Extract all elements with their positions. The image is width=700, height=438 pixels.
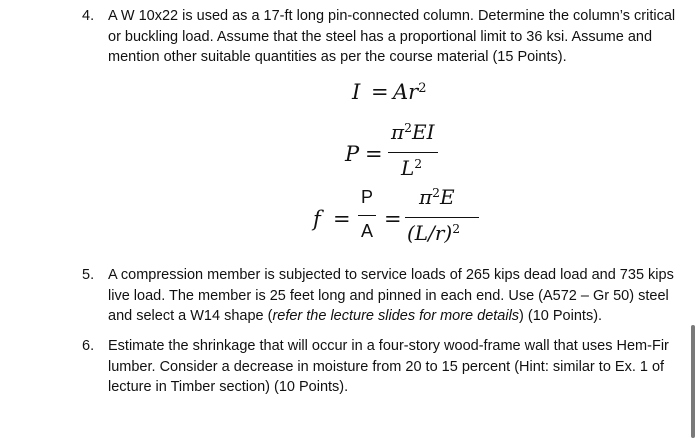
- text-line: A W 10x22 is used as a 17-ft long pin-connected column. Determine the column’s critical: [108, 8, 676, 24]
- eq3-lhs: f: [313, 207, 321, 231]
- eq3-frac1-numerator: P: [361, 187, 374, 207]
- eq3-equals-2: =: [384, 207, 402, 231]
- problem-number: 6.: [82, 338, 95, 354]
- vertical-scrollbar[interactable]: [691, 325, 695, 438]
- eq2-equals: =: [365, 142, 383, 166]
- text-line: and select a W14 shape (refer the lecture slides for more details) (10 Points).: [108, 308, 603, 324]
- eq1-equals: =: [371, 80, 389, 104]
- eq2-denominator: $L^2$: [401, 156, 423, 180]
- eq1-rhs: Ar$^2$: [393, 80, 427, 104]
- text-line: A compression member is subjected to service loads of 265 kips dead load and 735 kips: [108, 267, 674, 283]
- eq3-frac2-bar: [405, 217, 479, 218]
- italic-note: refer the lecture slides for more details: [272, 308, 520, 324]
- eq3-frac1-denominator: A: [361, 221, 374, 241]
- problem-number: 4.: [82, 8, 95, 24]
- eq3-frac2-denominator: $(L/r)^2$: [407, 221, 461, 245]
- eq1-lhs: I: [352, 80, 361, 104]
- eq3-equals-1: =: [333, 207, 351, 231]
- text-line: or buckling load. Assume that the steel has a proportional limit to 36 ksi. Assume and: [108, 28, 653, 45]
- eq2-fraction-bar: [388, 152, 438, 153]
- problem-text: [108, 6, 675, 68]
- text-line: lumber. Consider a decrease in moisture from 20 to 15 percent (Hint: similar to Ex. 1 of: [108, 358, 665, 375]
- problem-text: [108, 336, 669, 398]
- problem-number: 5.: [82, 267, 95, 283]
- eq2-lhs: P: [345, 142, 360, 166]
- eq3-frac1-bar: [358, 215, 376, 216]
- eq3-frac2-numerator: $\pi^2E$: [419, 185, 455, 209]
- text-line: mention other suitable quantities as per the course material (15 Points).: [108, 49, 567, 65]
- eq2-numerator: $\pi^2EI$: [391, 120, 435, 144]
- text-line: live load. The member is 25 feet long and pinned in each end. Use (A572 – Gr 50) steel: [108, 287, 669, 304]
- problem-text: [108, 265, 674, 327]
- text-line: Estimate the shrinkage that will occur in a four-story wood-frame wall that uses Hem-Fir: [108, 338, 669, 354]
- text-line: lecture in Timber section) (10 Points).: [108, 379, 349, 395]
